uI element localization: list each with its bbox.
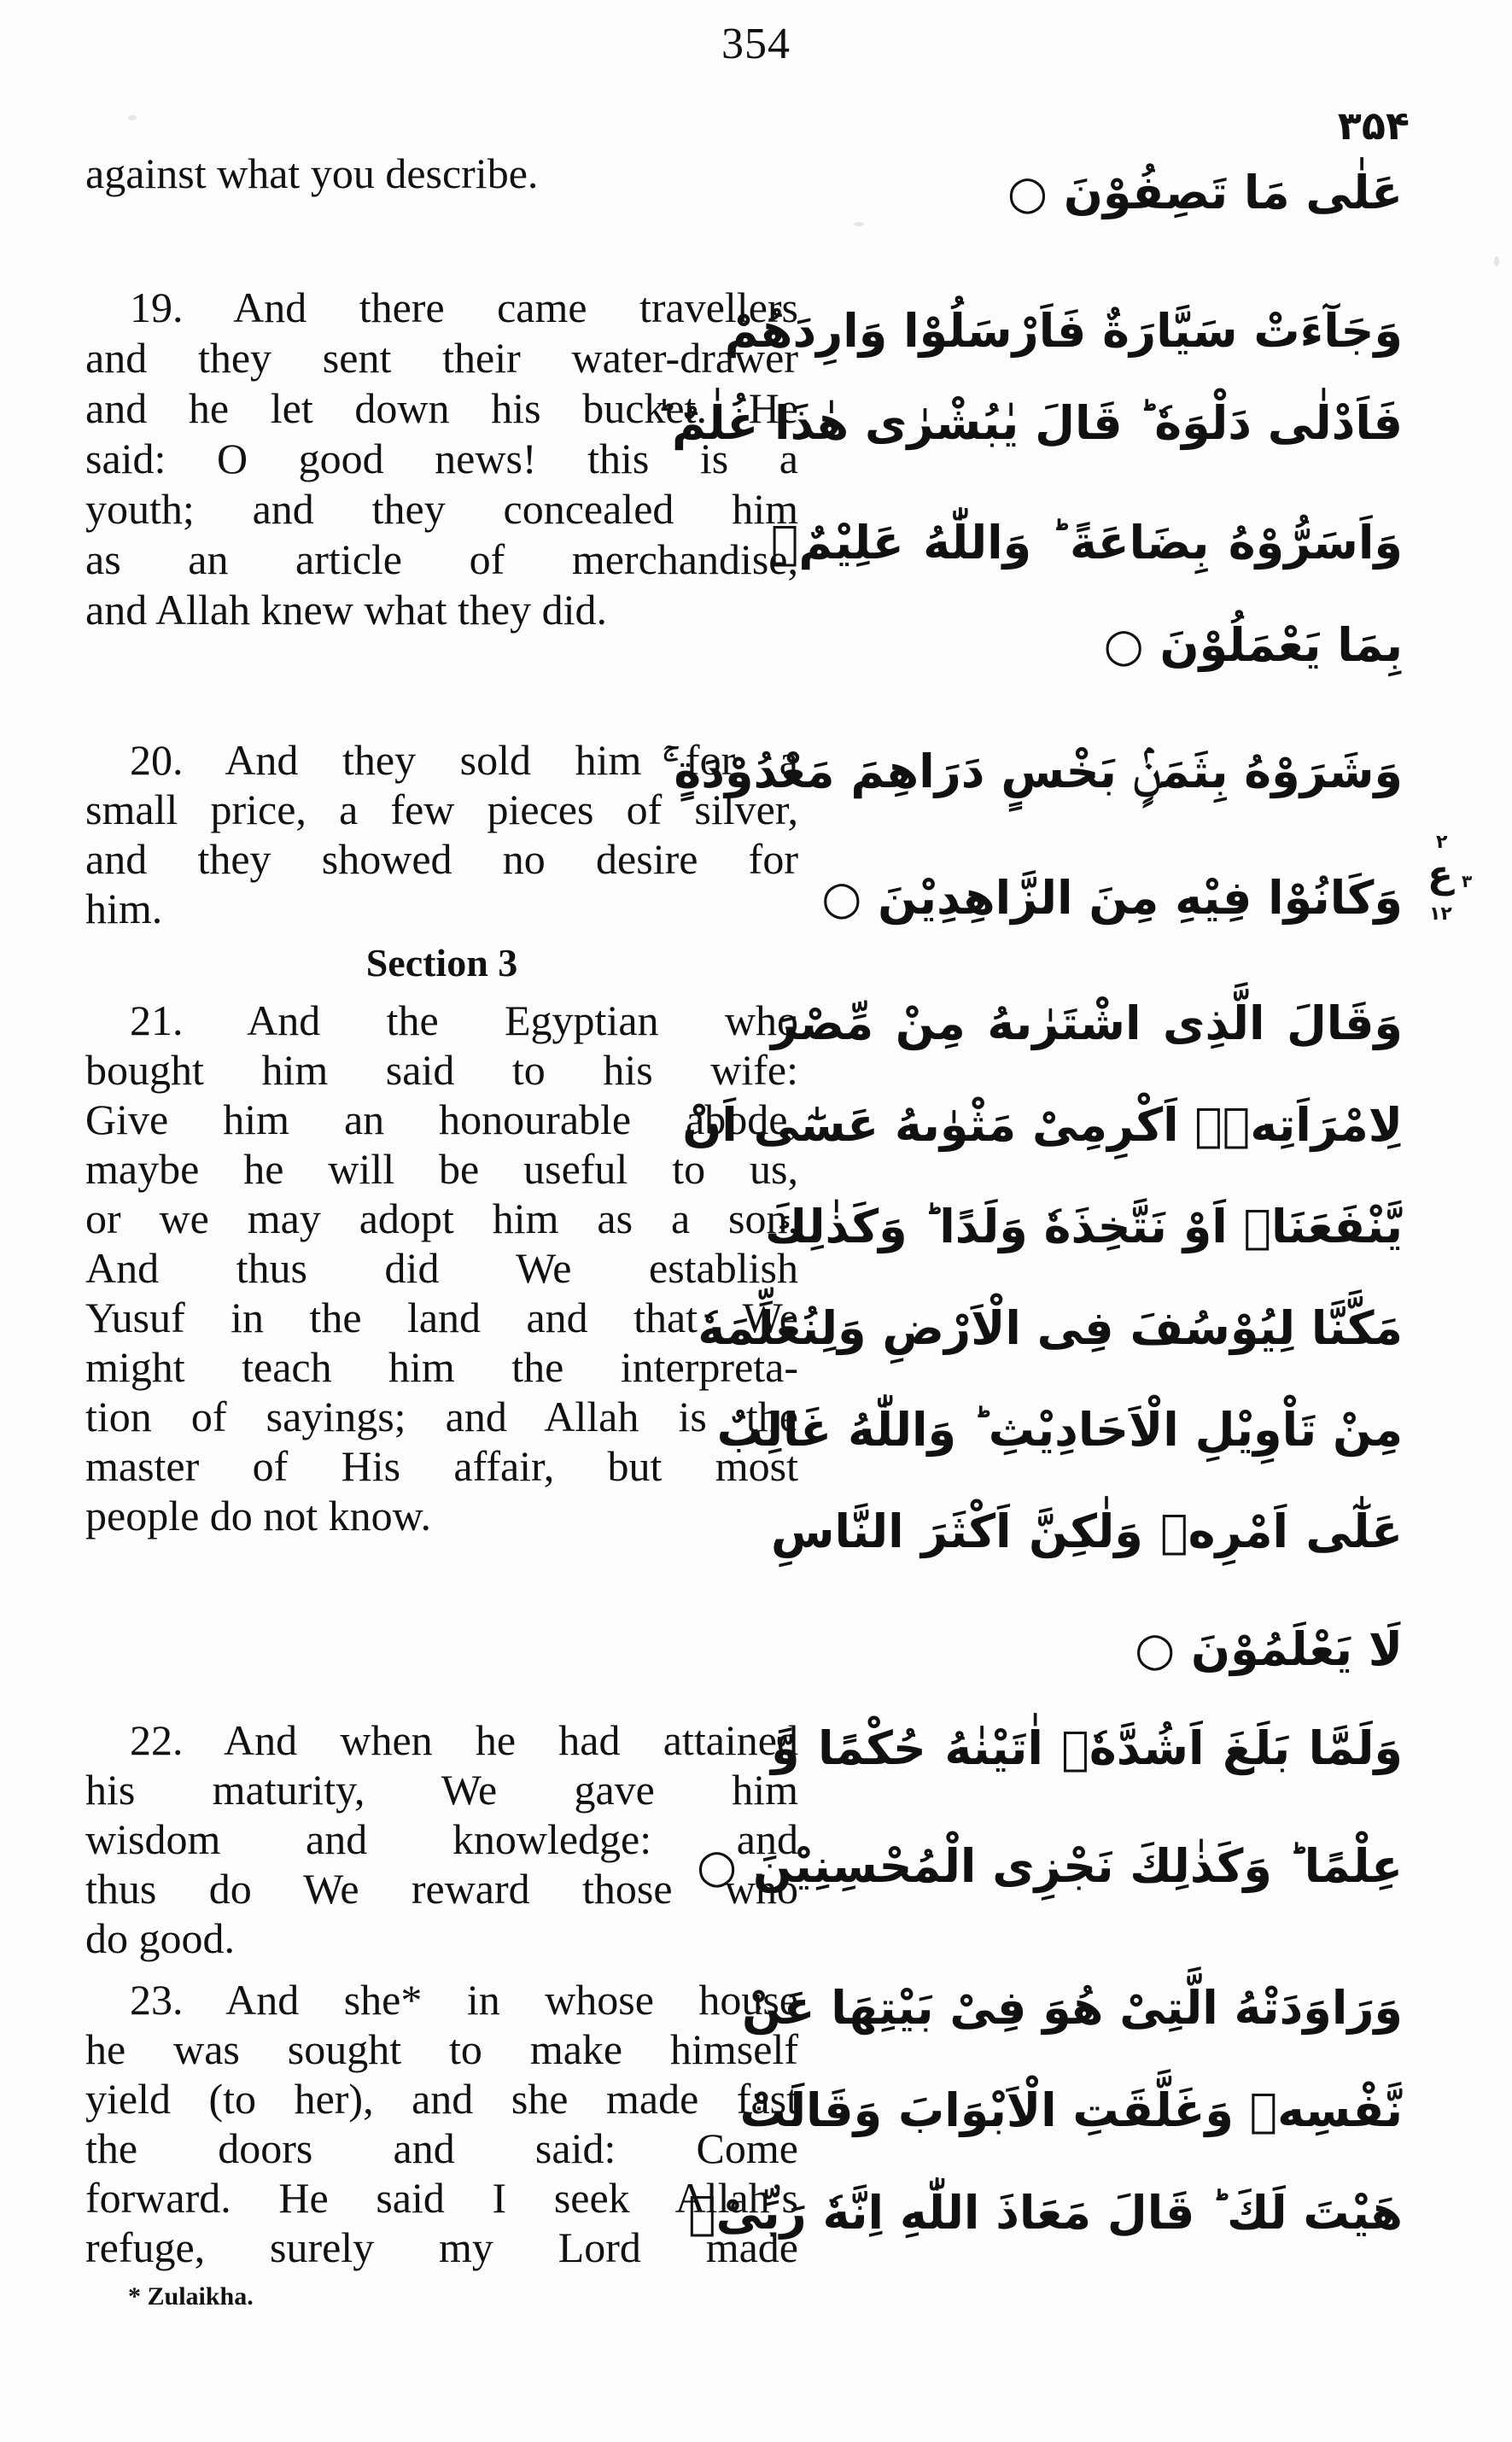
verse-20-line: him. xyxy=(85,885,163,932)
arabic-line: عَلٰى مَا تَصِفُوْنَ ○ xyxy=(1007,166,1403,219)
ruku-mark-side: ۳ xyxy=(1462,871,1473,891)
verse-19-line: 19. And there came travellers xyxy=(130,283,798,331)
ruku-mark-bottom: ۱۲ xyxy=(1429,903,1452,925)
verse-23-line: 23. And she* in whose house xyxy=(130,1976,798,2024)
verse-21-line: or we may adopt him as a son. xyxy=(85,1195,798,1242)
verse-20-line: small price, a few pieces of silver, xyxy=(85,786,798,833)
arabic-line: لِامْرَاَتِهٖۤ اَكْرِمِىْ مَثْوٰىهُ عَسٰٓى اَنْ xyxy=(682,1098,1403,1152)
verse-22-line: thus do We reward those who xyxy=(85,1865,798,1913)
verse-19-line: said: O good news! this is a xyxy=(85,435,798,482)
verse-22-line: his maturity, We gave him xyxy=(85,1766,798,1814)
arabic-line: لَا يَعْلَمُوْنَ ○ xyxy=(1135,1622,1403,1676)
arabic-line: فَاَدْلٰى دَلْوَهٗ ؕ قَالَ يٰبُشْرٰى هٰذَا غُلٰمٌ ؕ xyxy=(656,396,1403,450)
arabic-line: مِنْ تَاْوِيْلِ الْاَحَادِيْثِ ؕ وَاللّٰهُ غَالِبٌ xyxy=(716,1403,1403,1457)
ruku-mark xyxy=(1424,832,1484,944)
verse-19-line: youth; and they concealed him xyxy=(85,485,798,533)
verse-22-line: do good. xyxy=(85,1914,235,1962)
arabic-line: وَرَاوَدَتْهُ الَّتِىْ هُوَ فِىْ بَيْتِهَا عَنْ xyxy=(742,1981,1403,2035)
verse-21-line: Give him an honourable abode, xyxy=(85,1095,798,1143)
verse-19-line: as an article of merchandise, xyxy=(85,535,798,583)
paper-speck xyxy=(1494,256,1499,266)
verse-23-line: yield (to her), and she made fast xyxy=(85,2075,798,2123)
verse-22-line: 22. And when he had attained xyxy=(130,1716,798,1764)
verse-21-line: master of His affair, but most xyxy=(85,1442,798,1490)
verse-23-line: refuge, surely my Lord made xyxy=(85,2223,798,2271)
verse-23-line: forward. He said I seek Allah’s xyxy=(85,2174,798,2222)
verse-20-line: 20. And they sold him for a xyxy=(130,736,798,784)
verse-20-line: and they showed no desire for xyxy=(85,835,798,883)
arabic-line: وَقَالَ الَّذِى اشْتَرٰىهُ مِنْ مِّصْرَ xyxy=(771,996,1403,1050)
arabic-line: هَيْتَ لَكَ ؕ قَالَ مَعَاذَ اللّٰهِ اِنَّهٗ رَبِّىْۤ xyxy=(688,2186,1403,2240)
verse-19-line: and Allah knew what they did. xyxy=(85,586,607,634)
arabic-line: وَجَآءَتْ سَيَّارَةٌ فَاَرْسَلُوْا وَارِدَهُمْ xyxy=(724,304,1403,358)
arabic-line: يَّنْفَعَنَاۤ اَوْ نَتَّخِذَهٗ وَلَدًا ؕ وَكَذٰلِكَ xyxy=(764,1200,1403,1253)
ruku-mark-symbol: ع xyxy=(1427,853,1454,897)
verse-23-line: he was sought to make himself xyxy=(85,2025,798,2073)
ruku-mark-top: ۲ xyxy=(1436,832,1448,853)
verse-21-line: maybe he will be useful to us, xyxy=(85,1145,798,1193)
verse-19-line: and he let down his bucket. He xyxy=(85,384,798,432)
section-heading: Section 3 xyxy=(365,941,518,984)
arabic-line: وَكَانُوْا فِيْهِ مِنَ الزَّاهِدِيْنَ ○ xyxy=(821,871,1403,925)
verse-21-line: 21. And the Egyptian who xyxy=(130,996,798,1044)
arabic-line: وَشَرَوْهُ بِثَمَنٍۢ بَخْسٍ دَرَاهِمَ مَعْدُوْدَةٍ ۚ xyxy=(662,745,1403,798)
paper-speck xyxy=(128,115,137,120)
verse-23-line: the doors and said: Come xyxy=(85,2124,798,2172)
arabic-line: عَلٰٓى اَمْرِهٖ وَلٰكِنَّ اَكْثَرَ النَّاسِ xyxy=(771,1504,1403,1558)
verse-21-line: tion of sayings; and Allah is the xyxy=(85,1393,798,1440)
verse-19-line: and they sent their water-drawer xyxy=(85,334,798,382)
arabic-line: نَّفْسِهٖ وَغَلَّقَتِ الْاَبْوَابَ وَقَالَتْ xyxy=(739,2083,1403,2137)
verse-21-line: people do not know. xyxy=(85,1492,432,1539)
page-number: 354 xyxy=(721,20,791,68)
verse-21-line: And thus did We establish xyxy=(85,1244,798,1292)
verse-21-line: Yusuf in the land and that We xyxy=(85,1294,798,1341)
arabic-line: بِمَا يَعْمَلُوْنَ ○ xyxy=(1103,618,1403,672)
verse-21-line: bought him said to his wife: xyxy=(85,1046,798,1094)
arabic-line: وَلَمَّا بَلَغَ اَشُدَّهٗۤ اٰتَيْنٰهُ حُكْمًا وَّ xyxy=(771,1721,1403,1775)
arabic-line: عِلْمًا ؕ وَكَذٰلِكَ نَجْزِى الْمُحْسِنِيْنَ ○ xyxy=(696,1839,1403,1893)
arabic-line: مَكَّنَّا لِيُوْسُفَ فِى الْاَرْضِ وَلِنُعَلِّمَهٗ xyxy=(698,1301,1403,1355)
verse-continuation: against what you describe. xyxy=(85,149,539,197)
arabic-page-number: ۳۵۴ xyxy=(1337,102,1410,149)
verse-22-line: wisdom and knowledge: and xyxy=(85,1815,798,1863)
footnote: * Zulaikha. xyxy=(128,2282,254,2311)
arabic-line: وَاَسَرُّوْهُ بِضَاعَةً ؕ وَاللّٰهُ عَلِيْمٌۢ xyxy=(771,516,1403,570)
verse-21-line: might teach him the interpreta- xyxy=(85,1343,798,1391)
